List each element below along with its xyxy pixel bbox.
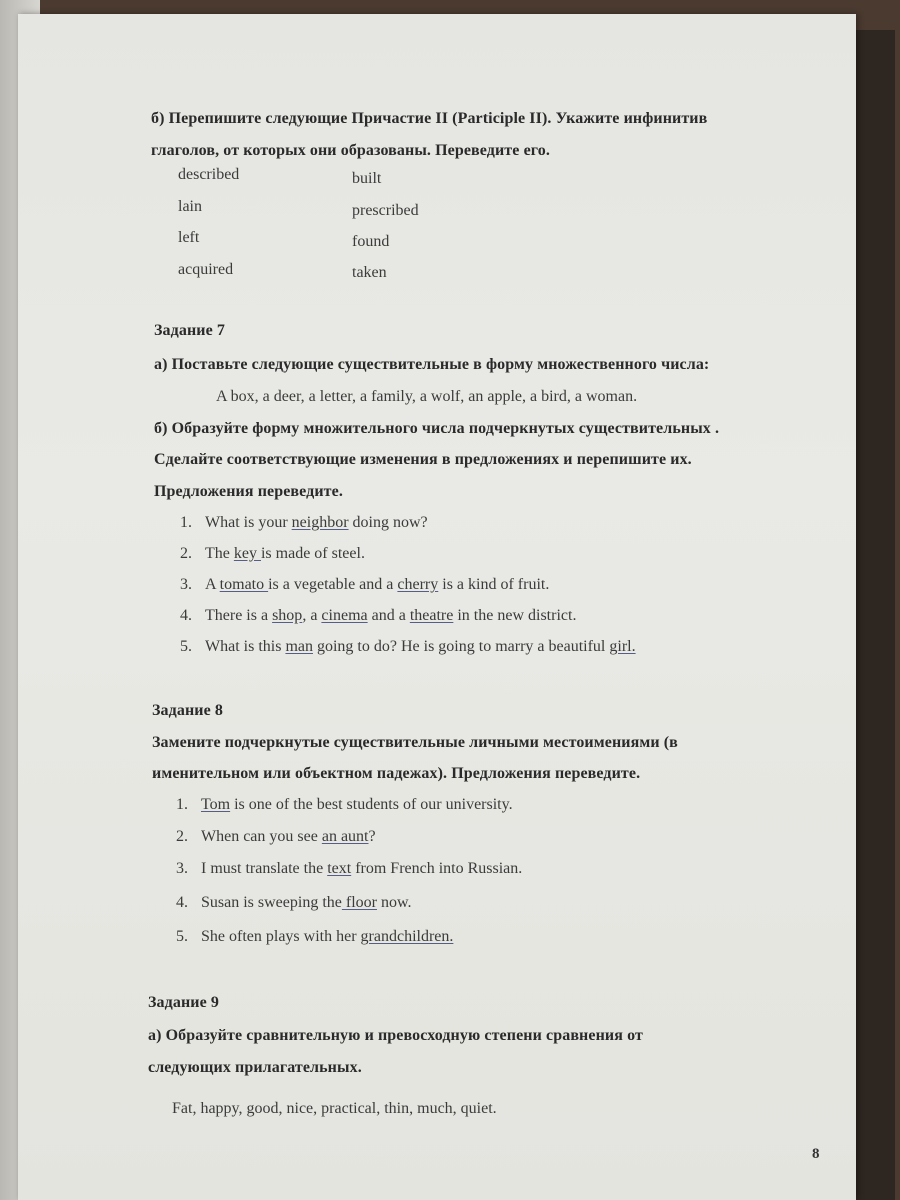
underlined-word: tomato — [219, 576, 269, 593]
item-number: 2. — [180, 545, 192, 562]
task-8-heading-line-1: Замените подчеркнутые существительные личными местоимениями (в — [152, 734, 678, 751]
underlined-word: shop — [272, 607, 303, 624]
sentence-text: going to do? He is going to marry a beautiful — [312, 638, 610, 655]
document-page — [18, 14, 856, 1200]
sentence-text: is made of steel. — [260, 545, 365, 562]
task-8-title: Задание 8 — [152, 702, 223, 719]
sentence-text: is one of the best students of our university. — [230, 796, 513, 813]
task-7-item — [180, 545, 365, 563]
page-number: 8 — [812, 1146, 820, 1162]
task-9-heading-line-2: следующих прилагательных. — [148, 1059, 362, 1076]
task-7-item — [180, 607, 576, 625]
task-8-item — [176, 894, 412, 912]
task-7-a-heading: а) Поставьте следующие существительные в форму множественного числа: — [154, 356, 710, 373]
item-number: 1. — [180, 514, 192, 531]
underlined-word: text — [327, 860, 352, 877]
sentence-text: I must translate the — [201, 860, 328, 877]
underlined-word: man — [285, 638, 313, 655]
task-7-title: Задание 7 — [154, 322, 225, 339]
word-taken: taken — [352, 264, 387, 281]
sentence-text: She often plays with her — [201, 928, 361, 945]
section-6b-heading-line-2: глаголов, от которых они образованы. Переведите его. — [151, 142, 550, 159]
item-number: 3. — [180, 576, 192, 593]
item-number: 1. — [176, 796, 188, 813]
word-found: found — [352, 233, 390, 250]
task-9-heading-line-1: а) Образуйте сравнительную и превосходную степени сравнения от — [148, 1027, 643, 1044]
underlined-word: cinema — [321, 607, 368, 624]
underlined-word: key — [233, 545, 261, 562]
word-acquired: acquired — [178, 261, 234, 278]
item-number: 4. — [180, 607, 192, 624]
item-number: 5. — [176, 928, 188, 945]
underlined-word: theatre — [409, 607, 454, 624]
word-described: described — [178, 166, 240, 183]
word-left: left — [178, 229, 200, 246]
task-7-b-heading-line-3: Предложения переведите. — [154, 483, 343, 500]
item-number: 4. — [176, 894, 188, 911]
sentence-text: , a — [302, 607, 322, 624]
sentence-text: from French into Russian. — [351, 860, 523, 877]
underlined-word: an aunt — [321, 828, 369, 845]
task-8-item — [176, 928, 453, 946]
sentence-text: A — [205, 576, 220, 593]
task-7-item — [180, 638, 636, 656]
item-number: 2. — [176, 828, 188, 845]
task-7-b-heading-line-2: Сделайте соответствующие изменения в предложениях и перепишите их. — [154, 451, 692, 468]
task-8-item — [176, 796, 513, 814]
underlined-word: grandchildren. — [360, 928, 454, 945]
underlined-word: cherry — [397, 576, 439, 593]
item-number: 3. — [176, 860, 188, 877]
sentence-text: now. — [376, 894, 412, 911]
sentence-text: What is this — [205, 638, 286, 655]
sentence-text: There is a — [205, 607, 273, 624]
section-6b-heading-line-1: б) Перепишите следующие Причастие II (Participle II). Укажите инфинитив — [151, 110, 708, 127]
task-7-a-words: A box, a deer, a letter, a family, a wolf, an apple, a bird, a woman. — [216, 388, 638, 405]
task-8-item — [176, 828, 376, 846]
sentence-text: in the new district. — [453, 607, 577, 624]
word-prescribed: prescribed — [352, 202, 419, 219]
sentence-text: When can you see — [201, 828, 322, 845]
task-7-item — [180, 514, 428, 532]
item-number: 5. — [180, 638, 192, 655]
task-9-title: Задание 9 — [148, 994, 219, 1011]
sentence-text: is a vegetable and a — [268, 576, 398, 593]
sentence-text: and a — [367, 607, 410, 624]
word-built: built — [352, 170, 382, 187]
underlined-word: Tom — [201, 796, 231, 813]
underlined-word: floor — [341, 894, 377, 911]
task-7-b-heading-line-1: б) Образуйте форму множительного числа подчеркнутых существительных . — [154, 420, 720, 437]
sentence-text: What is your — [205, 514, 292, 531]
underlined-word: girl. — [609, 638, 636, 655]
task-7-item — [180, 576, 549, 594]
sentence-text: The — [205, 545, 234, 562]
task-9-words: Fat, happy, good, nice, practical, thin, much, quiet. — [172, 1100, 497, 1117]
sentence-text: doing now? — [348, 514, 428, 531]
sentence-text: ? — [368, 828, 376, 845]
task-8-item — [176, 860, 522, 878]
word-lain: lain — [178, 198, 202, 215]
sentence-text: is a kind of fruit. — [438, 576, 550, 593]
underlined-word: neighbor — [291, 514, 349, 531]
task-8-heading-line-2: именительном или объектном падежах). Предложения переведите. — [152, 765, 641, 782]
sentence-text: Susan is sweeping the — [201, 894, 342, 911]
